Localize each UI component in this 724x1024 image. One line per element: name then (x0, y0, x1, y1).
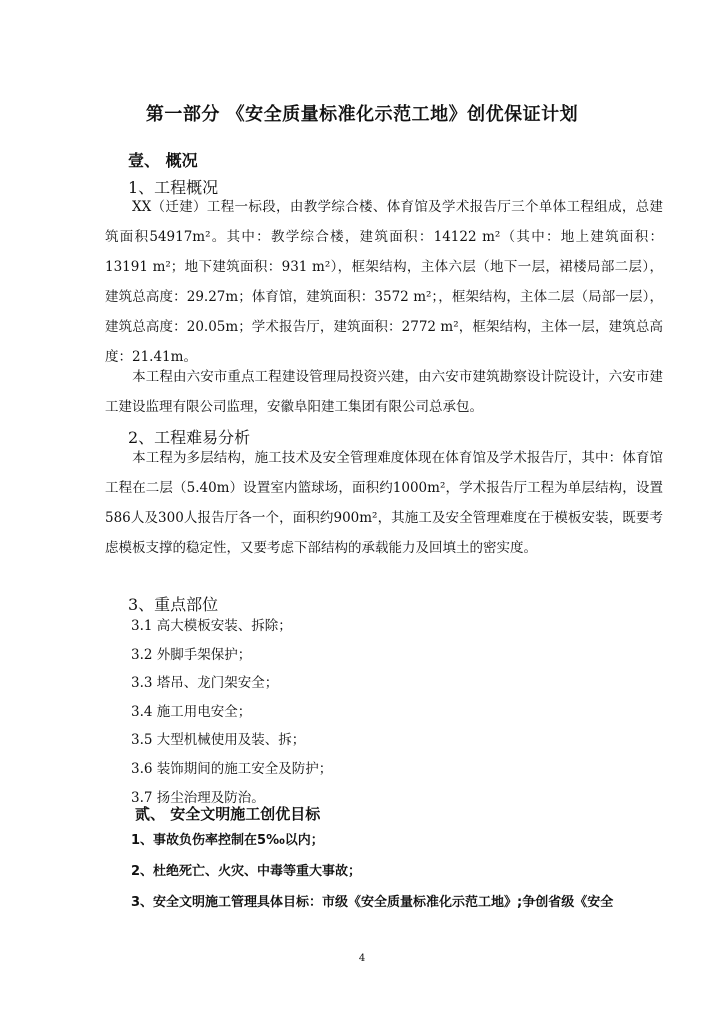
key-parts-list (131, 612, 332, 812)
project-overview-text: XX（迁建）工程一标段，由教学综合楼、体育馆及学术报告厅三个单体工程组成，总建筑面积54917m²。其中：教学综合楼，建筑面积：14122 m²（其中：地上建筑面积：13191 m²；地下建筑面积：931 m²），框架结构，主体六层（地下一层，裙楼局部二层），建筑总高度：29.27m；体育馆，建筑面积：3572 m²；，框架结构，主体二层（局部一层），建筑总高度：20.05m；学术报告厅，建筑面积：2772 m²，框架结构，主体一层，建筑总高度：21.41m。 (105, 199, 663, 365)
list-item: 3.5 大型机械使用及装、拆； (131, 732, 306, 749)
document-title: 第一部分 《安全质量标准化示范工地》创优保证计划 (145, 104, 579, 125)
list-item: 3、安全文明施工管理具体目标：市级《安全质量标准化示范工地》;争创省级《安全 (131, 895, 614, 910)
page-number: 4 (358, 953, 366, 964)
project-parties-text: 本工程由六安市重点工程建设管理局投资兴建，由六安市建筑勘察设计院设计，六安市建工建设监理有限公司监理，安徽阜阳建工集团有限公司总承包。 (105, 369, 663, 415)
subsection-heading-key-parts: 3、重点部位 (128, 595, 219, 614)
project-overview-paragraph (105, 192, 663, 372)
subsection-heading-difficulty: 2、工程难易分析 (128, 428, 251, 447)
project-parties-paragraph (105, 362, 663, 422)
list-item: 3.6 装饰期间的施工安全及防护； (131, 760, 333, 777)
section-heading-goals: 贰、 安全文明施工创优目标 (135, 805, 321, 823)
list-item: 3.2 外脚手架保护； (131, 646, 252, 663)
list-item: 2、杜绝死亡、火灾、中毒等重大事故； (131, 864, 362, 879)
section-heading-overview: 壹、 概况 (128, 151, 198, 170)
list-item: 3.7 扬尘治理及防治。 (131, 789, 265, 806)
list-item: 3.4 施工用电安全； (131, 703, 252, 720)
difficulty-paragraph (105, 443, 663, 563)
list-item: 3.1 高大模板安装、拆除； (131, 618, 292, 634)
subsection-heading-project-overview: 1、工程概况 (128, 178, 219, 197)
goals-list (131, 825, 613, 918)
difficulty-text: 本工程为多层结构，施工技术及安全管理难度体现在体育馆及学术报告厅，其中：体育馆工程在二层（5.40m）设置室内篮球场，面积约1000m²，学术报告厅工程为单层结构，设置586人及300人报告厅各一个，面积约900m²，其施工及安全管理难度在于模板安装，既要考虑模板支撑的稳定性，又要考虑下部结构的承载能力及回填土的密实度。 (105, 450, 663, 556)
list-item: 1、事故负伤率控制在5‰以内； (131, 833, 324, 848)
list-item: 3.3 塔吊、龙门架安全； (131, 675, 279, 692)
